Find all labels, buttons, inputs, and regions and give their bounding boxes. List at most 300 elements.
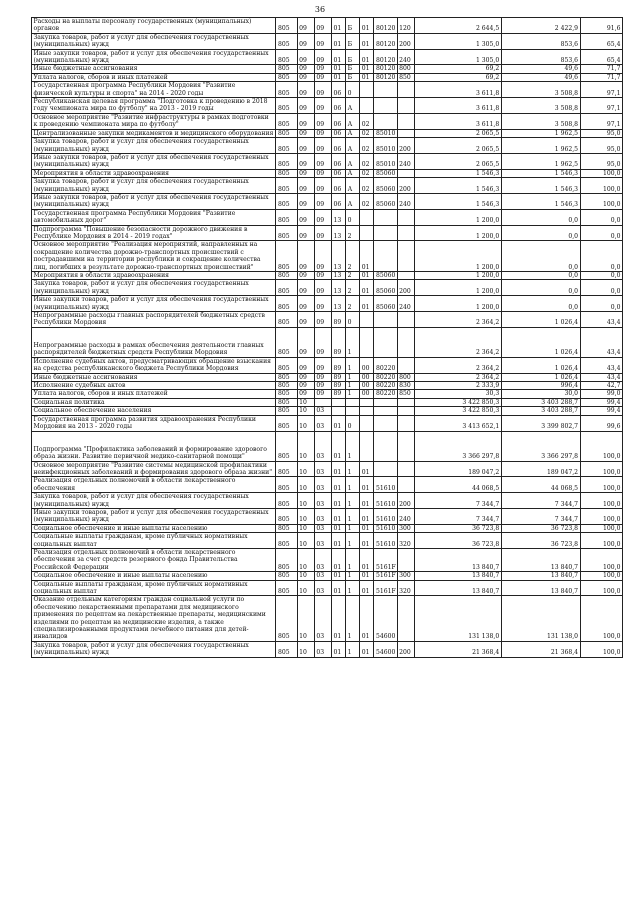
cell-subsection: 09 [314, 225, 331, 241]
cell-percent: 0,0 [580, 296, 622, 312]
cell-expense-type: 300 [397, 572, 414, 580]
cell-plan-amount: 13 840,7 [414, 548, 501, 571]
cell-program: 06 [332, 169, 346, 177]
cell-program: 06 [332, 98, 346, 114]
cell-article: 85060 [375, 272, 396, 279]
cell-section: 10 [297, 431, 314, 461]
table-row [32, 138, 623, 154]
table-row [32, 98, 623, 114]
cell-program: 01 [332, 415, 346, 431]
cell-subsection: 09 [314, 193, 331, 209]
cell-program: 89 [332, 373, 346, 381]
cell-event [360, 415, 374, 431]
cell-subsection: 03 [314, 493, 331, 509]
cell-subsection: 03 [314, 524, 331, 532]
cell-subsection: 09 [314, 357, 331, 373]
cell-plan-amount: 13 840,7 [414, 580, 501, 596]
cell-subprogram: Б [346, 33, 360, 49]
cell-plan-amount: 1 546,3 [414, 193, 501, 209]
cell-expense-type: 200 [397, 178, 414, 194]
cell-subprogram: А [346, 169, 360, 177]
cell-percent: 100,0 [580, 169, 622, 177]
cell-article [374, 415, 397, 431]
cell-subsection: 09 [314, 98, 331, 114]
cell-event: 01 [360, 477, 374, 493]
cell-subprogram [346, 407, 360, 415]
cell-article: 80220 [375, 382, 396, 390]
cell-percent: 100,0 [580, 533, 622, 549]
cell-admin-code: 805 [276, 461, 297, 477]
table-row [32, 241, 623, 272]
cell-subprogram: 2 [346, 225, 360, 241]
cell-article: 5161F [375, 572, 396, 580]
cell-expense-type: 240 [397, 296, 414, 312]
cell-event [360, 82, 374, 98]
cell-admin-code: 805 [276, 169, 297, 177]
cell-subsection: 09 [314, 18, 331, 34]
cell-program: 01 [332, 493, 346, 509]
cell-percent: 99,4 [580, 407, 622, 415]
cell-subsection: 09 [314, 312, 331, 328]
cell-section: 10 [297, 398, 314, 406]
cell-admin-code: 805 [276, 209, 297, 225]
cell-admin-code: 805 [276, 82, 297, 98]
table-row [32, 153, 623, 169]
cell-plan-amount: 36 723,8 [414, 524, 501, 532]
cell-percent: 100,0 [580, 431, 622, 461]
cell-program: 01 [332, 73, 346, 81]
cell-actual-amount: 13 840,7 [501, 580, 580, 596]
cell-name: Закупка товаров, работ и услуг для обеспечения государственных (муниципальных) нужд [32, 33, 276, 49]
cell-subprogram: А [346, 153, 360, 169]
cell-name: Государственная программа Республики Мордовия "Развитие автомобильных дорог" [32, 209, 276, 225]
cell-actual-amount: 7 344,7 [501, 508, 580, 524]
cell-event: 00 [360, 382, 374, 390]
cell-section: 09 [297, 129, 314, 137]
cell-name: Исполнение судебных актов [32, 382, 276, 390]
cell-admin-code: 805 [276, 178, 297, 194]
cell-plan-amount: 1 200,0 [414, 225, 501, 241]
cell-subsection: 09 [314, 390, 331, 398]
cell-actual-amount: 1 962,5 [501, 153, 580, 169]
cell-plan-amount: 1 200,0 [414, 209, 501, 225]
cell-subsection [314, 398, 331, 406]
cell-section: 09 [297, 169, 314, 177]
cell-event: 01 [360, 493, 374, 509]
cell-expense-type: 800 [397, 373, 414, 381]
cell-expense-type [397, 357, 414, 373]
cell-name: Иные бюджетные ассигнования [32, 65, 276, 73]
cell-actual-amount: 1 026,4 [501, 373, 580, 381]
cell-plan-amount: 3 611,8 [414, 98, 501, 114]
cell-subprogram: 1 [346, 357, 360, 373]
cell-article [374, 431, 397, 461]
cell-section: 09 [297, 312, 314, 328]
cell-subprogram: 0 [346, 82, 360, 98]
cell-actual-amount: 7 344,7 [501, 493, 580, 509]
cell-program: 01 [332, 524, 346, 532]
cell-actual-amount: 3 366 297,8 [501, 431, 580, 461]
cell-program: 01 [332, 508, 346, 524]
cell-subsection: 09 [314, 241, 331, 272]
cell-event [360, 398, 374, 406]
cell-name: Государственная программа развития здравоохранения Республики Мордовия на 2013 - 2020 годы [32, 415, 276, 431]
cell-actual-amount: 36 723,8 [501, 524, 580, 532]
table-row [32, 390, 623, 398]
cell-section: 09 [297, 272, 314, 280]
cell-name: Основное мероприятие "Реализация мероприятий, направленных на сокращение количества дорожно-транспортных происшествий с пострадавшими на территории республики и сокращение количества лиц, погибших в результате дорожно-транспортных происшествий" [32, 241, 276, 272]
cell-name: Закупка товаров, работ и услуг для обеспечения государственных (муниципальных) нужд [32, 493, 276, 509]
cell-subprogram: 1 [346, 580, 360, 596]
table-row [32, 272, 623, 280]
cell-plan-amount: 2 065,5 [414, 129, 501, 137]
cell-expense-type: 200 [397, 280, 414, 296]
cell-subsection: 03 [314, 415, 331, 431]
cell-program: 06 [332, 113, 346, 129]
cell-name: Социальное обеспечение и иные выплаты населению [32, 572, 276, 580]
cell-actual-amount: 3 403 288,7 [501, 398, 580, 406]
cell-admin-code: 805 [276, 296, 297, 312]
table-row [32, 65, 623, 73]
cell-name: Социальное обеспечение и иные выплаты населению [32, 524, 276, 532]
cell-expense-type [397, 209, 414, 225]
cell-plan-amount: 3 611,8 [414, 113, 501, 129]
cell-name: Основное мероприятие "Развитие системы медицинской профилактики неинфекционных заболеваний и формирования здорового образа жизни" [32, 461, 276, 477]
cell-subprogram: А [346, 193, 360, 209]
cell-actual-amount: 189 047,2 [501, 461, 580, 477]
cell-actual-amount: 1 026,4 [501, 312, 580, 328]
cell-program: 13 [332, 241, 346, 272]
cell-program: 06 [332, 82, 346, 98]
cell-program: 01 [332, 431, 346, 461]
budget-expenditure-table [31, 17, 623, 658]
cell-section: 10 [297, 641, 314, 657]
table-row [32, 327, 623, 357]
cell-event: 01 [360, 533, 374, 549]
cell-plan-amount: 2 065,5 [414, 153, 501, 169]
cell-actual-amount: 3 403 288,7 [501, 407, 580, 415]
cell-subsection: 03 [314, 508, 331, 524]
cell-subsection: 09 [314, 327, 331, 357]
cell-subprogram: 2 [346, 241, 360, 272]
cell-program: 01 [332, 580, 346, 596]
cell-subprogram: 1 [346, 327, 360, 357]
cell-percent: 95,0 [580, 129, 622, 137]
cell-percent: 71,7 [580, 65, 622, 73]
cell-actual-amount: 36 723,8 [501, 533, 580, 549]
cell-admin-code: 805 [276, 596, 297, 641]
cell-name: Иные бюджетные ассигнования [32, 373, 276, 381]
cell-article: 80220 [375, 373, 396, 381]
cell-name: Закупка товаров, работ и услуг для обеспечения государственных (муниципальных) нужд [32, 138, 276, 154]
cell-expense-type [397, 241, 414, 272]
cell-percent: 99,6 [580, 415, 622, 431]
cell-program: 01 [332, 49, 346, 65]
cell-program: 01 [332, 596, 346, 641]
cell-admin-code: 805 [276, 493, 297, 509]
cell-admin-code: 805 [276, 225, 297, 241]
cell-section: 09 [297, 209, 314, 225]
cell-program [332, 407, 346, 415]
cell-name: Закупка товаров, работ и услуг для обеспечения государственных (муниципальных) нужд [32, 280, 276, 296]
cell-percent: 65,4 [580, 49, 622, 65]
cell-actual-amount: 996,4 [501, 382, 580, 390]
cell-name: Иные закупки товаров, работ и услуг для обеспечения государственных (муниципальных) нужд [32, 508, 276, 524]
cell-plan-amount: 2 364,2 [414, 373, 501, 381]
cell-article: 51610 [374, 493, 397, 509]
cell-article: 80120 [374, 49, 397, 65]
cell-actual-amount: 13 840,7 [501, 572, 580, 580]
cell-article: 85010 [374, 138, 397, 154]
cell-percent: 100,0 [580, 508, 622, 524]
cell-percent: 65,4 [580, 33, 622, 49]
cell-admin-code: 805 [276, 312, 297, 328]
cell-actual-amount: 0,0 [501, 280, 580, 296]
cell-event: 02 [360, 178, 374, 194]
cell-subprogram: 0 [346, 209, 360, 225]
cell-article: 85010 [374, 153, 397, 169]
cell-admin-code: 805 [276, 18, 297, 34]
cell-subsection: 09 [314, 65, 331, 73]
table-row [32, 398, 623, 406]
cell-section: 09 [297, 113, 314, 129]
cell-plan-amount: 2 065,5 [414, 138, 501, 154]
cell-article: 51610 [374, 533, 397, 549]
cell-plan-amount: 69,2 [414, 73, 501, 81]
cell-percent: 100,0 [580, 548, 622, 571]
cell-section: 09 [297, 178, 314, 194]
cell-event: 01 [360, 596, 374, 641]
cell-program: 89 [332, 312, 346, 328]
cell-subprogram: 2 [346, 272, 360, 280]
cell-article [374, 327, 397, 357]
cell-subprogram: 2 [346, 296, 360, 312]
cell-actual-amount: 3 508,8 [501, 82, 580, 98]
cell-admin-code: 805 [276, 98, 297, 114]
cell-actual-amount: 2 422,9 [501, 18, 580, 34]
cell-subprogram: 1 [346, 572, 360, 580]
cell-percent: 100,0 [580, 477, 622, 493]
table-row [32, 596, 623, 641]
table-row [32, 209, 623, 225]
cell-admin-code: 805 [276, 508, 297, 524]
cell-admin-code: 805 [276, 153, 297, 169]
cell-admin-code: 805 [276, 113, 297, 129]
cell-expense-type [397, 98, 414, 114]
cell-event: 01 [360, 272, 374, 280]
cell-plan-amount: 3 422 850,3 [414, 407, 501, 415]
cell-event [360, 312, 374, 328]
cell-actual-amount: 1 546,3 [501, 169, 580, 177]
cell-subsection: 03 [314, 407, 331, 415]
table-row [32, 508, 623, 524]
cell-name: Реализация отдельных полномочий в области лекарственного обеспечения за счет средств резервного фонда Правительства Российской Федерации [32, 548, 276, 571]
cell-plan-amount: 131 138,0 [414, 596, 501, 641]
cell-actual-amount: 49,6 [501, 65, 580, 73]
cell-plan-amount: 7 344,7 [414, 508, 501, 524]
cell-subsection: 09 [314, 373, 331, 381]
cell-percent: 100,0 [580, 461, 622, 477]
cell-section: 09 [297, 138, 314, 154]
cell-subsection: 09 [314, 296, 331, 312]
cell-event [360, 431, 374, 461]
cell-program: 06 [332, 153, 346, 169]
cell-percent: 43,4 [580, 373, 622, 381]
cell-article: 54600 [374, 641, 397, 657]
cell-article: 85060 [375, 169, 396, 177]
cell-subsection: 03 [314, 461, 331, 477]
cell-actual-amount: 3 399 802,7 [501, 415, 580, 431]
cell-subprogram: 1 [346, 431, 360, 461]
cell-subprogram: 1 [346, 596, 360, 641]
cell-event: 01 [360, 508, 374, 524]
cell-percent: 43,4 [580, 327, 622, 357]
cell-event: 01 [360, 548, 374, 571]
cell-percent: 95,0 [580, 138, 622, 154]
cell-subprogram: А [346, 129, 360, 137]
cell-subprogram: А [346, 98, 360, 114]
cell-expense-type [397, 431, 414, 461]
cell-event: 01 [360, 33, 374, 49]
cell-expense-type: 200 [397, 641, 414, 657]
table-row [32, 572, 623, 580]
cell-subsection: 03 [314, 641, 331, 657]
cell-name: Мероприятия в области здравоохранения [32, 272, 276, 280]
cell-article: 5161F [374, 580, 397, 596]
table-row [32, 477, 623, 493]
cell-actual-amount: 1 026,4 [501, 327, 580, 357]
cell-admin-code: 805 [276, 73, 297, 81]
cell-admin-code: 805 [276, 407, 297, 415]
cell-section: 10 [297, 524, 314, 532]
cell-event: 01 [360, 280, 374, 296]
cell-subprogram: 1 [346, 493, 360, 509]
cell-plan-amount: 3 611,8 [414, 82, 501, 98]
table-row [32, 73, 623, 81]
cell-actual-amount: 0,0 [501, 241, 580, 272]
cell-subprogram: 1 [346, 373, 360, 381]
cell-section: 10 [297, 596, 314, 641]
cell-program: 89 [332, 382, 346, 390]
cell-name: Основное мероприятие "Развитие инфраструктуры в рамках подготовки к проведению чемпионата мира по футболу" [32, 113, 276, 129]
cell-actual-amount: 1 962,5 [501, 138, 580, 154]
cell-article: 54600 [374, 596, 397, 641]
cell-percent: 97,1 [580, 82, 622, 98]
cell-subsection: 09 [314, 272, 331, 280]
cell-name: Республиканская целевая программа "Подготовка к проведению в 2018 году чемпионата мира по футболу" на 2013 - 2019 годы [32, 98, 276, 114]
cell-plan-amount: 1 305,0 [414, 49, 501, 65]
cell-section: 09 [297, 327, 314, 357]
cell-event: 02 [360, 129, 374, 137]
cell-section: 09 [297, 296, 314, 312]
cell-program: 01 [332, 477, 346, 493]
table-row [32, 49, 623, 65]
cell-name: Иные закупки товаров, работ и услуг для обеспечения государственных (муниципальных) нужд [32, 193, 276, 209]
cell-subsection: 03 [314, 580, 331, 596]
table-row [32, 431, 623, 461]
cell-actual-amount: 1 026,4 [501, 357, 580, 373]
cell-percent: 97,1 [580, 98, 622, 114]
cell-event: 01 [360, 296, 374, 312]
cell-admin-code: 805 [276, 533, 297, 549]
cell-percent: 100,0 [580, 193, 622, 209]
cell-article [374, 209, 397, 225]
cell-plan-amount: 2 364,2 [414, 357, 501, 373]
cell-section: 09 [297, 225, 314, 241]
table-row [32, 548, 623, 571]
cell-subsection: 03 [314, 548, 331, 571]
cell-name: Непрограммные расходы главных распорядителей бюджетных средств Республики Мордовия [32, 312, 276, 328]
cell-program: 01 [332, 548, 346, 571]
cell-actual-amount: 853,6 [501, 49, 580, 65]
cell-subsection: 09 [314, 49, 331, 65]
cell-subprogram: Б [346, 65, 360, 73]
table-row [32, 373, 623, 381]
cell-actual-amount: 853,6 [501, 33, 580, 49]
cell-percent: 0,0 [580, 241, 622, 272]
cell-plan-amount: 2 364,2 [414, 327, 501, 357]
cell-plan-amount: 36 723,8 [414, 533, 501, 549]
cell-expense-type: 320 [397, 580, 414, 596]
cell-actual-amount: 0,0 [501, 272, 580, 280]
cell-plan-amount: 1 200,0 [414, 272, 501, 280]
cell-name: Подпрограмма "Повышение безопасности дорожного движения в Республике Мордовия в 2014 - 2019 годах" [32, 225, 276, 241]
cell-subprogram: 1 [346, 524, 360, 532]
page-number: 36 [314, 5, 326, 14]
cell-admin-code: 805 [276, 580, 297, 596]
cell-expense-type: 200 [397, 138, 414, 154]
cell-percent: 99,0 [580, 390, 622, 398]
cell-name: Уплата налогов, сборов и иных платежей [32, 390, 276, 398]
cell-name: Социальная политика [32, 398, 276, 406]
cell-program: 89 [332, 327, 346, 357]
cell-admin-code: 805 [276, 272, 297, 280]
cell-event [360, 209, 374, 225]
table-body [32, 18, 623, 658]
cell-program: 13 [332, 209, 346, 225]
cell-percent: 100,0 [580, 572, 622, 580]
cell-article: 51610 [375, 524, 396, 532]
cell-expense-type: 320 [397, 533, 414, 549]
cell-subprogram: А [346, 113, 360, 129]
cell-name: Уплата налогов, сборов и иных платежей [32, 73, 276, 81]
cell-actual-amount: 44 068,5 [501, 477, 580, 493]
table-row [32, 225, 623, 241]
cell-section: 10 [297, 508, 314, 524]
cell-plan-amount: 3 366 297,8 [414, 431, 501, 461]
cell-event: 01 [360, 49, 374, 65]
cell-event [360, 327, 374, 357]
cell-percent: 99,4 [580, 398, 622, 406]
cell-section: 10 [297, 477, 314, 493]
cell-admin-code: 805 [276, 280, 297, 296]
cell-name: Иные закупки товаров, работ и услуг для обеспечения государственных (муниципальных) нужд [32, 153, 276, 169]
cell-section: 10 [297, 548, 314, 571]
cell-expense-type: 240 [397, 508, 414, 524]
cell-event: 01 [360, 18, 374, 34]
cell-subprogram: 2 [346, 280, 360, 296]
table-row [32, 33, 623, 49]
cell-section: 10 [297, 572, 314, 580]
cell-program: 01 [332, 33, 346, 49]
cell-subsection: 09 [314, 138, 331, 154]
table-row [32, 193, 623, 209]
cell-admin-code: 805 [276, 33, 297, 49]
cell-program: 01 [332, 18, 346, 34]
cell-subsection: 03 [314, 533, 331, 549]
cell-expense-type: 830 [397, 382, 414, 390]
table-row [32, 169, 623, 177]
